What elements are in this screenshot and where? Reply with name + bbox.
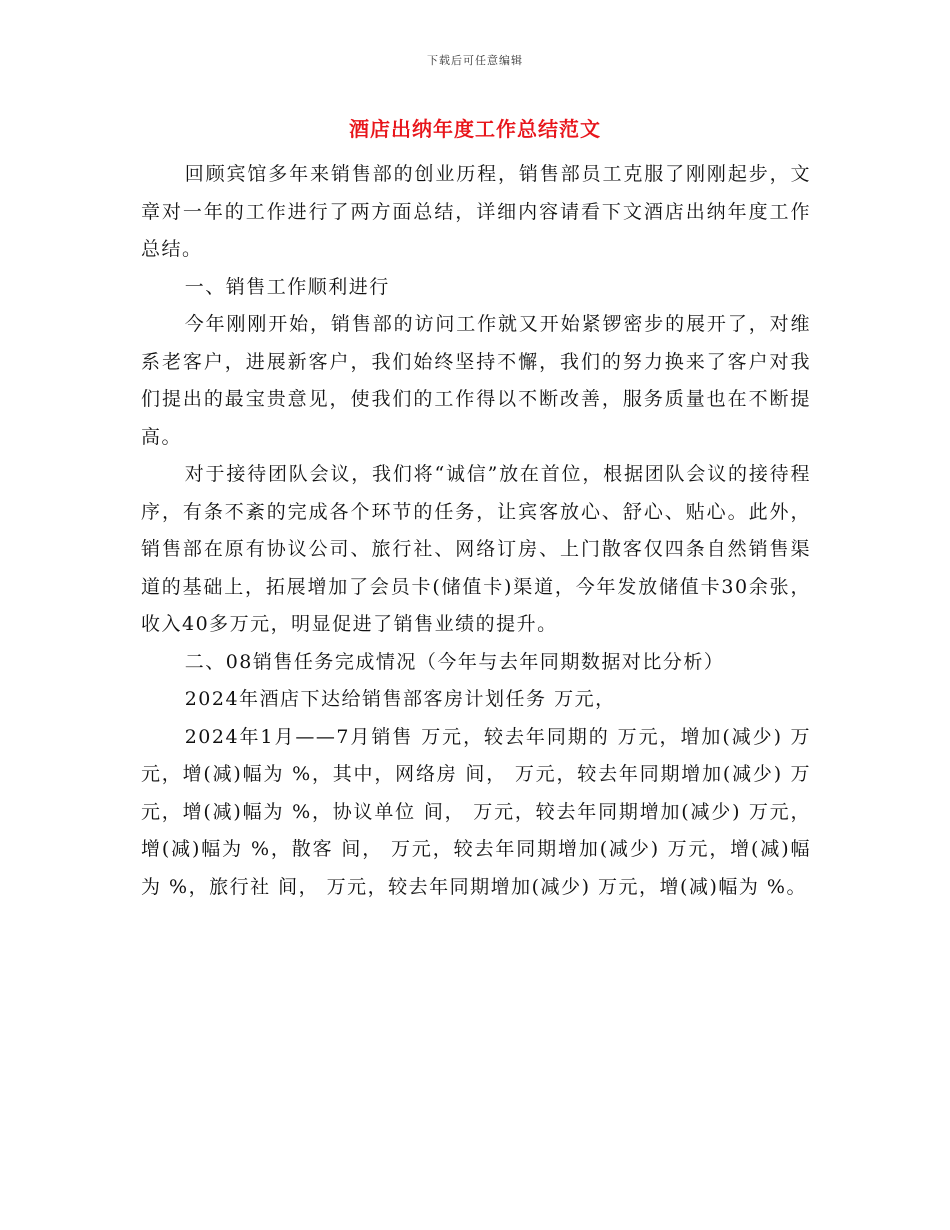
paragraph-client-visits: 今年刚刚开始，销售部的访问工作就又开始紧锣密步的展开了，对维系老客户，进展新客户，我们始终坚持不懈，我们的努力换来了客户对我们提出的最宝贵意见，使我们的工作得以不断改善，服务质量也在不断提高。 xyxy=(141,313,811,448)
section-heading-1: 一、销售工作顺利进行 xyxy=(184,275,390,298)
paragraph-group-reception: 对于接待团队会议，我们将“诚信”放在首位，根据团队会议的接待程序，有条不紊的完成各个环节的任务，让宾客放心、舒心、贴心。此外，销售部在原有协议公司、旅行社、网络订房、上门散客仅四条自然销售渠道的基础上，拓展增加了会员卡(储值卡)渠道，今年发放储值卡30余张，收入40多万元，明显促进了销售业绩的提升。 xyxy=(141,463,811,635)
paragraph-intro: 回顾宾馆多年来销售部的创业历程，销售部员工克服了刚刚起步，文章对一年的工作进行了两方面总结，详细内容请看下文酒店出纳年度工作总结。 xyxy=(141,163,811,260)
paragraph-annual-task: 2024年酒店下达给销售部客房计划任务 万元， xyxy=(184,688,616,710)
document-title: 酒店出纳年度工作总结范文 xyxy=(349,117,601,141)
paragraph-sales-breakdown: 2024年1月——7月销售 万元，较去年同期的 万元，增加(减少) 万元，增(减)幅为 %，其中，网络房 间， 万元，较去年同期增加(减少) 万元，增(减)幅为 %，协议单位 间， 万元，较去年同期增加(减少) 万元，增(减)幅为 %，散客 间， 万元，较去年同期增加(减少) 万元，增(减)幅为 %，旅行社 间， 万元，较去年同期增加(减少) 万元，增(减)幅为 %。 xyxy=(141,725,811,898)
document-body xyxy=(141,156,811,906)
page-header-note: 下载后可任意编辑 xyxy=(427,54,523,67)
section-heading-2: 二、08销售任务完成情况（今年与去年同期数据对比分析） xyxy=(184,650,725,673)
